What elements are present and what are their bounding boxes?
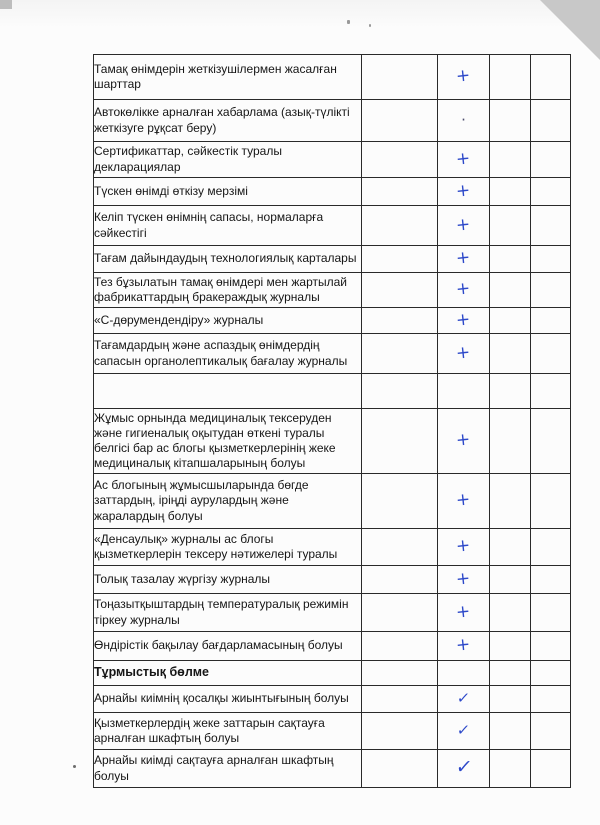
table-row [94,308,571,334]
handwritten-check-mark: ✓ [456,721,472,739]
handwritten-check-mark: + [455,213,472,236]
section-header-row [94,661,571,686]
handwritten-check-mark: + [455,634,472,656]
scan-shadow [0,0,600,28]
handwritten-check-mark: + [455,147,472,170]
empty-cell [531,206,571,246]
table-row [94,334,571,374]
empty-cell [531,632,571,661]
table-row [94,273,571,308]
row-text [94,374,362,409]
empty-cell [362,374,438,409]
empty-cell [531,474,571,529]
empty-cell [531,273,571,308]
row-text: Өндірістік бақылау бағдарламасының болуы [94,632,362,661]
handwritten-check-mark: ✓ [454,756,474,778]
mark-cell [438,529,490,566]
table-row [94,529,571,566]
row-text: Тағам дайындаудың технологиялық карталары [94,246,362,273]
mark-cell [438,334,490,374]
empty-cell [531,686,571,713]
empty-cell [362,334,438,374]
mark-cell [438,142,490,178]
empty-cell [531,334,571,374]
table-row [94,474,571,529]
empty-cell [362,246,438,273]
empty-cell [531,246,571,273]
empty-cell [531,594,571,632]
row-text: Тез бұзылатын тамақ өнімдері мен жартылай фабрикаттардың бракераждық журналы [94,273,362,308]
empty-cell [531,178,571,206]
row-text: Қызметкерлердің жеке заттарын сақтауға арналған шкафтың болуы [94,713,362,750]
row-text: «Денсаулық» журналы ас блогы қызметкерлерін тексеру нәтижелері туралы [94,529,362,566]
empty-cell [362,273,438,308]
row-text: Түскен өнімді өткізу мерзімі [94,178,362,206]
empty-cell [531,142,571,178]
row-text: Арнайы киімді сақтауға арналған шкафтың болуы [94,750,362,788]
checklist-table [93,54,571,788]
table-row [94,142,571,178]
mark-cell [438,273,490,308]
empty-cell [362,100,438,142]
empty-cell [490,529,531,566]
empty-cell [490,142,531,178]
mark-cell [438,409,490,474]
handwritten-check-mark: + [455,535,472,557]
mark-cell [438,246,490,273]
handwritten-check-mark: + [455,567,472,590]
row-text: Арнайы киімнің қосалқы жиынтығының болуы [94,686,362,713]
empty-cell [531,409,571,474]
empty-cell [362,474,438,529]
empty-cell [490,713,531,750]
empty-cell [362,409,438,474]
table-row [94,178,571,206]
mark-cell [438,308,490,334]
handwritten-check-mark: + [455,278,472,300]
empty-cell [490,474,531,529]
handwritten-dot-mark: · [461,110,466,129]
handwritten-check-mark: + [455,308,472,331]
empty-cell [362,55,438,100]
mark-cell [438,661,490,686]
empty-cell [490,334,531,374]
mark-cell [438,374,490,409]
scan-corner-mark [0,0,12,9]
empty-cell [490,750,531,788]
empty-cell [531,55,571,100]
empty-cell [490,308,531,334]
scan-smudge [347,20,350,24]
empty-cell [490,409,531,474]
empty-cell [362,750,438,788]
mark-cell [438,55,490,100]
mark-cell [438,206,490,246]
table-row [94,594,571,632]
mark-cell [438,594,490,632]
empty-cell [490,374,531,409]
row-text: Келіп түскен өнімнің сапасы, нормаларға сәйкестігі [94,206,362,246]
mark-cell [438,686,490,713]
handwritten-check-mark: + [455,179,472,202]
row-text: Тоңазытқыштардың температуралық режимін тіркеу журналы [94,594,362,632]
empty-cell [531,100,571,142]
row-text: «С-дөрумендендіру» журналы [94,308,362,334]
empty-cell [362,632,438,661]
row-text: Ас блогының жұмысшыларында бөгде заттардың, іріңді аурулардың және жаралардың болуы [94,474,362,529]
scan-dot [73,765,76,768]
handwritten-check-mark: + [455,341,472,364]
row-text: Тамақ өнімдерін жеткізушілермен жасалған шарттар [94,55,362,100]
handwritten-check-mark: + [455,600,472,623]
empty-cell [362,713,438,750]
table-row [94,246,571,273]
table-row [94,100,571,142]
empty-cell [362,206,438,246]
empty-cell [531,661,571,686]
empty-cell [490,566,531,594]
table-row [94,713,571,750]
empty-cell [531,374,571,409]
folded-corner [540,0,600,60]
empty-cell [490,686,531,713]
empty-cell [362,566,438,594]
scan-smudge [369,24,371,27]
empty-cell [531,750,571,788]
empty-cell [362,686,438,713]
row-text: Толық тазалау жүргізу журналы [94,566,362,594]
table-row [94,206,571,246]
empty-cell [490,661,531,686]
empty-cell [490,55,531,100]
empty-cell [490,246,531,273]
row-text: Сертификаттар, сәйкестік туралы декларациялар [94,142,362,178]
mark-cell [438,750,490,788]
empty-cell [362,178,438,206]
empty-cell [531,713,571,750]
empty-cell [362,661,438,686]
mark-cell [438,713,490,750]
handwritten-check-mark: + [455,429,472,451]
mark-cell [438,178,490,206]
handwritten-check-mark: ✓ [456,689,472,707]
empty-cell [362,529,438,566]
row-text: Автокөлікке арналған хабарлама (азық-түлікті жеткізуге рұқсат беру) [94,100,362,142]
table-row [94,374,571,409]
empty-cell [490,594,531,632]
empty-cell [490,206,531,246]
empty-cell [531,308,571,334]
section-title: Тұрмыстық бөлме [94,661,362,686]
mark-cell [438,100,490,142]
empty-cell [490,273,531,308]
table-row [94,686,571,713]
empty-cell [531,566,571,594]
table-row [94,566,571,594]
mark-cell [438,632,490,661]
row-text: Жұмыс орнында медициналық тексеруден және гигиеналық оқытудан өткені туралы белгісі бар ас блогы қызметкерлерінің жеке медициналық кітапшаларының болуы [94,409,362,474]
empty-cell [362,142,438,178]
empty-cell [362,594,438,632]
handwritten-check-mark: + [455,489,472,511]
mark-cell [438,566,490,594]
empty-cell [490,100,531,142]
table-row [94,55,571,100]
handwritten-check-mark: + [455,247,472,269]
empty-cell [531,529,571,566]
table-row [94,632,571,661]
table-row [94,750,571,788]
empty-cell [490,632,531,661]
mark-cell [438,474,490,529]
empty-cell [490,178,531,206]
empty-cell [362,308,438,334]
table-row [94,409,571,474]
row-text: Тағамдардың және аспаздық өнімдердің сапасын органолептикалық бағалау журналы [94,334,362,374]
handwritten-check-mark: + [455,65,472,87]
